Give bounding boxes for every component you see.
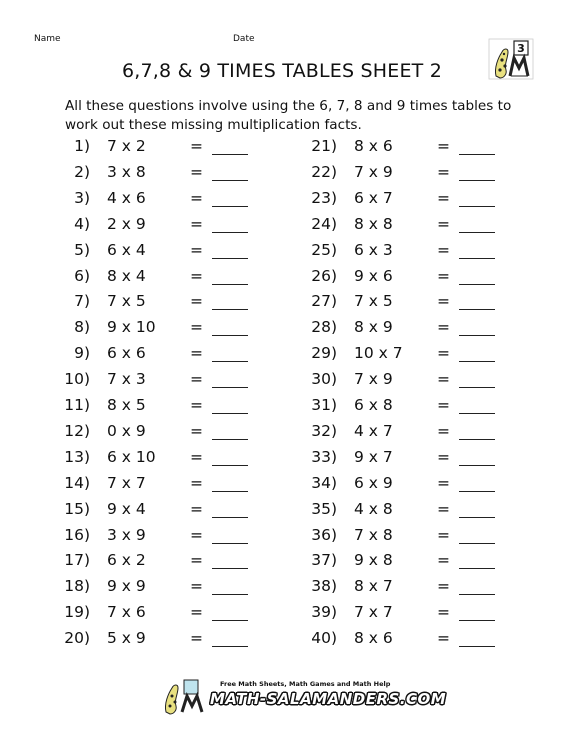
question-row xyxy=(307,474,564,500)
question-row xyxy=(60,629,320,655)
question-row xyxy=(60,448,320,474)
question-expression: 9 x 8 xyxy=(354,551,393,570)
answer-blank[interactable] xyxy=(459,413,495,414)
answer-blank[interactable] xyxy=(459,206,495,207)
equals-sign: = xyxy=(190,396,203,414)
question-row xyxy=(60,500,320,526)
equals-sign: = xyxy=(190,551,203,570)
answer-blank[interactable] xyxy=(459,387,495,388)
question-expression: 6 x 10 xyxy=(107,447,156,466)
equals-sign: = xyxy=(437,266,450,285)
question-expression: 3 x 9 xyxy=(107,525,146,544)
equals-sign: = xyxy=(437,214,450,233)
question-expression: 4 x 7 xyxy=(354,421,393,440)
equals-sign: = xyxy=(190,266,203,285)
question-expression: 6 x 6 xyxy=(107,344,146,363)
equals-sign: = xyxy=(190,370,203,389)
question-row xyxy=(307,577,564,603)
question-expression: 6 x 3 xyxy=(354,240,393,259)
question-number: 31) xyxy=(311,396,337,414)
equals-sign: = xyxy=(190,473,203,492)
equals-sign: = xyxy=(190,525,203,544)
question-number: 29) xyxy=(311,344,337,363)
question-row xyxy=(307,137,564,163)
question-expression: 9 x 6 xyxy=(354,266,393,285)
question-expression: 9 x 4 xyxy=(107,499,146,518)
question-number: 1) xyxy=(74,137,90,155)
answer-blank[interactable] xyxy=(459,439,495,440)
question-expression: 2 x 9 xyxy=(107,214,146,233)
equals-sign: = xyxy=(190,214,203,233)
question-number: 4) xyxy=(74,214,90,233)
equals-sign: = xyxy=(437,525,450,544)
equals-sign: = xyxy=(190,629,203,648)
question-expression: 8 x 6 xyxy=(354,629,393,648)
question-row xyxy=(307,189,564,215)
question-number: 38) xyxy=(311,577,337,596)
equals-sign: = xyxy=(437,473,450,492)
question-number: 2) xyxy=(74,162,90,181)
question-row xyxy=(307,292,564,318)
question-number: 24) xyxy=(311,214,337,233)
answer-blank[interactable] xyxy=(459,620,495,621)
question-row xyxy=(307,551,564,577)
page-title: 6,7,8 & 9 TIMES TABLES SHEET 2 xyxy=(121,60,443,82)
name-label: Name xyxy=(34,34,61,44)
question-number: 15) xyxy=(64,499,90,518)
question-row xyxy=(60,577,320,603)
question-number: 25) xyxy=(311,240,337,259)
question-number: 9) xyxy=(74,344,90,363)
answer-blank[interactable] xyxy=(212,387,248,388)
salamander-footer-icon xyxy=(160,676,210,716)
instructions-text: All these questions involve using the 6, 7, 8 and 9 times tables to work out these missing multiplication facts. xyxy=(65,98,512,133)
equals-sign: = xyxy=(437,318,450,337)
question-expression: 3 x 8 xyxy=(107,162,146,181)
question-expression: 0 x 9 xyxy=(107,421,146,440)
question-expression: 7 x 3 xyxy=(107,370,146,389)
answer-blank[interactable] xyxy=(459,154,495,155)
question-expression: 9 x 10 xyxy=(107,318,156,337)
equals-sign: = xyxy=(190,577,203,596)
question-row xyxy=(307,629,564,655)
answer-blank[interactable] xyxy=(212,594,248,595)
answer-blank[interactable] xyxy=(459,491,495,492)
question-row xyxy=(60,370,320,396)
question-number: 13) xyxy=(64,447,90,466)
question-row xyxy=(307,318,564,344)
question-expression: 7 x 2 xyxy=(107,137,146,155)
question-expression: 7 x 9 xyxy=(354,370,393,389)
equals-sign: = xyxy=(190,137,203,155)
answer-blank[interactable] xyxy=(459,284,495,285)
answer-blank[interactable] xyxy=(459,361,495,362)
question-row xyxy=(307,500,564,526)
equals-sign: = xyxy=(190,421,203,440)
question-number: 16) xyxy=(64,525,90,544)
question-expression: 7 x 5 xyxy=(107,292,146,311)
answer-blank[interactable] xyxy=(212,206,248,207)
equals-sign: = xyxy=(190,344,203,363)
question-row xyxy=(60,163,320,189)
question-number: 40) xyxy=(311,629,337,648)
question-number: 21) xyxy=(311,137,337,155)
question-number: 34) xyxy=(311,473,337,492)
question-expression: 6 x 9 xyxy=(354,473,393,492)
equals-sign: = xyxy=(437,629,450,648)
header-fields xyxy=(0,34,564,48)
equals-sign: = xyxy=(437,499,450,518)
question-number: 19) xyxy=(64,603,90,622)
answer-blank[interactable] xyxy=(459,568,495,569)
question-number: 12) xyxy=(64,421,90,440)
question-expression: 7 x 6 xyxy=(107,603,146,622)
equals-sign: = xyxy=(437,577,450,596)
question-number: 33) xyxy=(311,447,337,466)
question-expression: 8 x 6 xyxy=(354,137,393,155)
question-number: 26) xyxy=(311,266,337,285)
answer-blank[interactable] xyxy=(212,413,248,414)
question-number: 32) xyxy=(311,421,337,440)
equals-sign: = xyxy=(190,240,203,259)
equals-sign: = xyxy=(437,137,450,155)
equals-sign: = xyxy=(190,499,203,518)
question-number: 10) xyxy=(64,370,90,389)
question-row xyxy=(307,215,564,241)
question-number: 7) xyxy=(74,292,90,311)
question-row xyxy=(60,474,320,500)
question-expression: 10 x 7 xyxy=(354,344,403,363)
answer-blank[interactable] xyxy=(212,284,248,285)
date-label: Date xyxy=(233,34,255,44)
question-row xyxy=(307,370,564,396)
question-expression: 7 x 5 xyxy=(354,292,393,311)
question-number: 39) xyxy=(311,603,337,622)
footer-site-name: MATH-SALAMANDERS.COM xyxy=(210,690,447,708)
question-row xyxy=(60,551,320,577)
question-row xyxy=(60,396,320,422)
equals-sign: = xyxy=(437,396,450,414)
question-row xyxy=(307,396,564,422)
question-row xyxy=(60,603,320,629)
equals-sign: = xyxy=(437,344,450,363)
answer-blank[interactable] xyxy=(212,568,248,569)
answer-blank[interactable] xyxy=(212,180,248,181)
footer xyxy=(160,676,447,716)
question-number: 36) xyxy=(311,525,337,544)
question-expression: 8 x 8 xyxy=(354,214,393,233)
answer-blank[interactable] xyxy=(212,517,248,518)
question-expression: 9 x 9 xyxy=(107,577,146,596)
equals-sign: = xyxy=(437,162,450,181)
equals-sign: = xyxy=(437,603,450,622)
question-row xyxy=(60,344,320,370)
question-expression: 8 x 4 xyxy=(107,266,146,285)
answer-blank[interactable] xyxy=(459,335,495,336)
answer-blank[interactable] xyxy=(212,646,248,647)
answer-blank[interactable] xyxy=(459,517,495,518)
answer-blank[interactable] xyxy=(459,309,495,310)
question-number: 11) xyxy=(64,396,90,414)
question-expression: 6 x 4 xyxy=(107,240,146,259)
equals-sign: = xyxy=(190,188,203,207)
answer-blank[interactable] xyxy=(459,646,495,647)
equals-sign: = xyxy=(437,292,450,311)
question-number: 8) xyxy=(74,318,90,337)
question-number: 6) xyxy=(74,266,90,285)
question-row xyxy=(60,526,320,552)
question-row xyxy=(60,241,320,267)
question-expression: 8 x 7 xyxy=(354,577,393,596)
question-expression: 5 x 9 xyxy=(107,629,146,648)
equals-sign: = xyxy=(190,447,203,466)
equals-sign: = xyxy=(190,162,203,181)
question-row xyxy=(307,526,564,552)
answer-blank[interactable] xyxy=(459,594,495,595)
question-expression: 6 x 2 xyxy=(107,551,146,570)
question-expression: 7 x 7 xyxy=(107,473,146,492)
question-expression: 6 x 8 xyxy=(354,396,393,414)
question-expression: 7 x 8 xyxy=(354,525,393,544)
question-number: 27) xyxy=(311,292,337,311)
question-expression: 7 x 9 xyxy=(354,162,393,181)
question-number: 22) xyxy=(311,162,337,181)
question-row xyxy=(60,215,320,241)
question-row xyxy=(307,603,564,629)
answer-blank[interactable] xyxy=(459,465,495,466)
answer-blank[interactable] xyxy=(459,180,495,181)
question-expression: 6 x 7 xyxy=(354,188,393,207)
answer-blank[interactable] xyxy=(459,543,495,544)
equals-sign: = xyxy=(437,240,450,259)
question-expression: 9 x 7 xyxy=(354,447,393,466)
equals-sign: = xyxy=(437,551,450,570)
answer-blank[interactable] xyxy=(212,465,248,466)
answer-blank[interactable] xyxy=(212,258,248,259)
question-row xyxy=(60,189,320,215)
equals-sign: = xyxy=(437,447,450,466)
question-number: 37) xyxy=(311,551,337,570)
question-number: 14) xyxy=(64,473,90,492)
question-expression: 4 x 6 xyxy=(107,188,146,207)
question-number: 3) xyxy=(74,188,90,207)
equals-sign: = xyxy=(190,603,203,622)
answer-blank[interactable] xyxy=(459,232,495,233)
question-row xyxy=(307,241,564,267)
answer-blank[interactable] xyxy=(212,543,248,544)
equals-sign: = xyxy=(190,318,203,337)
question-row xyxy=(60,292,320,318)
question-expression: 8 x 9 xyxy=(354,318,393,337)
answer-blank[interactable] xyxy=(212,232,248,233)
question-expression: 8 x 5 xyxy=(107,396,146,414)
question-row xyxy=(60,318,320,344)
answer-blank[interactable] xyxy=(212,491,248,492)
answer-blank[interactable] xyxy=(212,335,248,336)
question-number: 35) xyxy=(311,499,337,518)
question-number: 5) xyxy=(74,240,90,259)
question-row xyxy=(307,422,564,448)
answer-blank[interactable] xyxy=(212,439,248,440)
question-row xyxy=(307,344,564,370)
question-expression: 4 x 8 xyxy=(354,499,393,518)
question-number: 28) xyxy=(311,318,337,337)
answer-blank[interactable] xyxy=(212,620,248,621)
question-number: 18) xyxy=(64,577,90,596)
equals-sign: = xyxy=(437,421,450,440)
question-row xyxy=(307,267,564,293)
question-number: 23) xyxy=(311,188,337,207)
footer-tagline: Free Math Sheets, Math Games and Math Help xyxy=(220,680,391,688)
equals-sign: = xyxy=(190,292,203,311)
question-row xyxy=(60,422,320,448)
question-number: 20) xyxy=(64,629,90,648)
question-expression: 7 x 7 xyxy=(354,603,393,622)
equals-sign: = xyxy=(437,188,450,207)
question-row xyxy=(60,267,320,293)
grade-badge: 3 xyxy=(517,42,525,55)
question-row xyxy=(307,163,564,189)
answer-blank[interactable] xyxy=(212,361,248,362)
question-number: 30) xyxy=(311,370,337,389)
answer-blank[interactable] xyxy=(212,309,248,310)
question-number: 17) xyxy=(64,551,90,570)
question-row xyxy=(307,448,564,474)
equals-sign: = xyxy=(437,370,450,389)
answer-blank[interactable] xyxy=(212,154,248,155)
question-row xyxy=(60,137,320,163)
answer-blank[interactable] xyxy=(459,258,495,259)
